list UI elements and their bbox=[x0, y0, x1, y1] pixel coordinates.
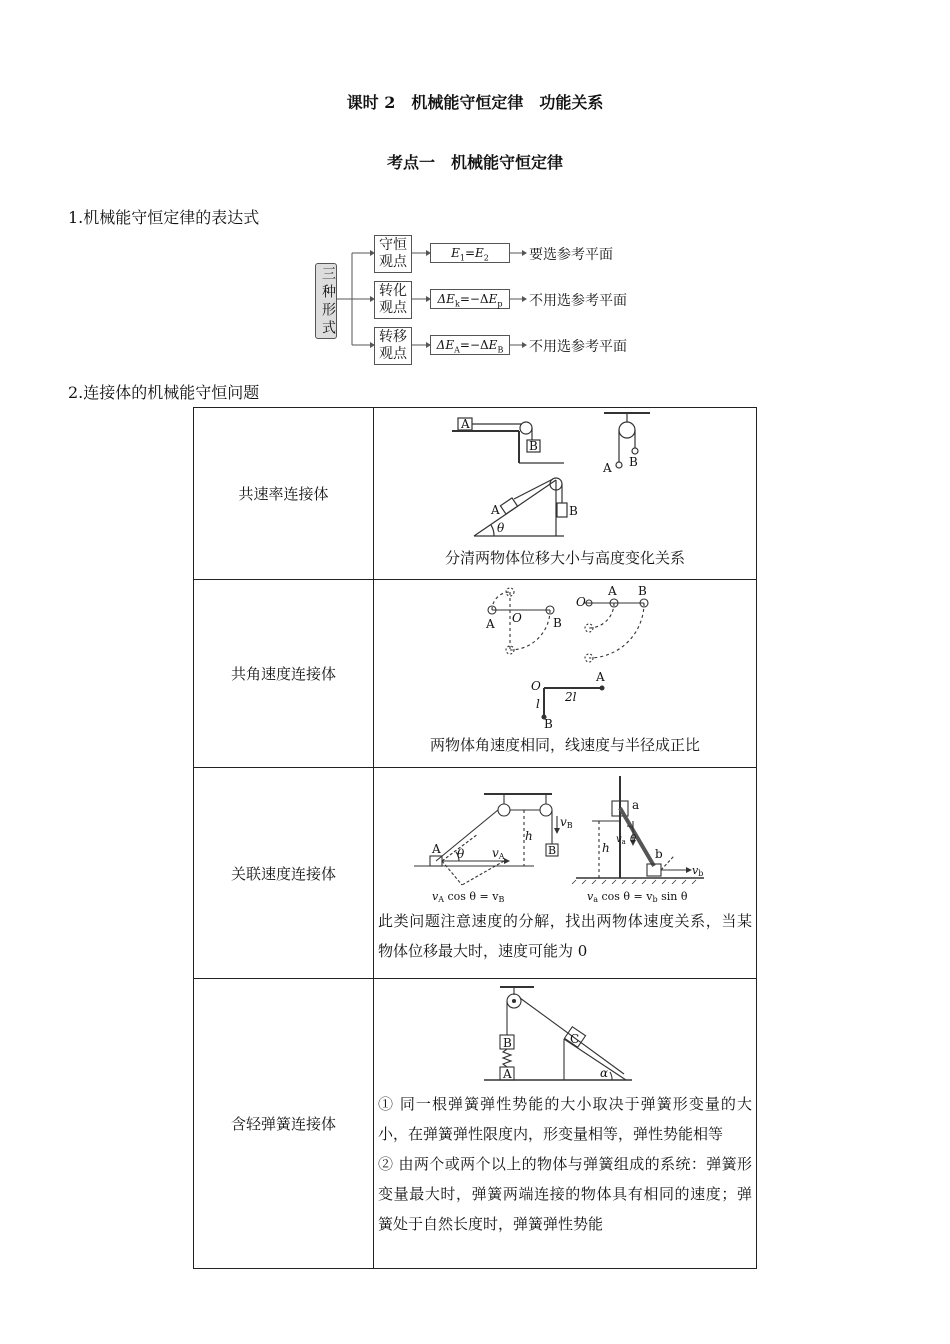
view-box-2: 转化观点 bbox=[374, 281, 412, 319]
label-alpha: α bbox=[600, 1066, 609, 1080]
row-text: ① 同一根弹簧弹性势能的大小取决于弹簧形变量的大小，在弹簧弹性限度内，形变量相等，弹性势能相等 bbox=[378, 1095, 752, 1143]
page-title: 课时 2 机械能守恒定律 功能关系 bbox=[346, 93, 604, 112]
label-b2: B bbox=[638, 584, 647, 598]
table-row bbox=[194, 979, 757, 1269]
label-b2: B bbox=[629, 455, 638, 469]
figure-linked-velocity bbox=[374, 768, 754, 906]
label-a: A bbox=[432, 842, 441, 856]
figure-same-angular bbox=[374, 580, 754, 730]
table-row bbox=[194, 768, 757, 979]
label-c: C bbox=[570, 1032, 580, 1046]
expression-diagram bbox=[300, 233, 660, 368]
label-o3: O bbox=[531, 679, 541, 693]
label-theta2: θ bbox=[630, 834, 637, 845]
label-vb: vB bbox=[560, 815, 573, 830]
note-1: 要选参考平面 bbox=[529, 247, 613, 263]
label-a: A bbox=[486, 617, 495, 631]
section1-heading: 1.机械能守恒定律的表达式 bbox=[68, 208, 260, 227]
label-theta: θ bbox=[497, 521, 505, 535]
label-b3: B bbox=[569, 504, 578, 518]
label-theta: θ bbox=[457, 847, 465, 861]
label-a: A bbox=[503, 1067, 512, 1081]
row-text-2: ② 由两个或两个以上的物体与弹簧组成的系统：弹簧形变量最大时，弹簧两端连接的物体具有相同的速度；弹簧处于自然长度时，弹簧弹性势能 bbox=[378, 1155, 752, 1233]
label-a2: a bbox=[632, 798, 640, 812]
row-label: 含轻弹簧连接体 bbox=[194, 979, 374, 1269]
row-content bbox=[374, 580, 757, 768]
table-row bbox=[194, 408, 757, 580]
connection-table bbox=[193, 407, 757, 1269]
equation-right: va cos θ = vb sin θ bbox=[587, 890, 688, 904]
figure-same-speed bbox=[374, 408, 754, 543]
equation-box-1: $E_1=E_2$ bbox=[430, 243, 510, 263]
row-content bbox=[374, 408, 757, 580]
label-b3: B bbox=[544, 717, 553, 730]
note-2: 不用选参考平面 bbox=[529, 293, 627, 309]
view-box-3: 转移观点 bbox=[374, 327, 412, 365]
label-2l: 2l bbox=[565, 690, 577, 704]
label-b2: b bbox=[655, 847, 663, 861]
equation-box-2: $\Delta E_k=-\Delta E_p$ bbox=[430, 289, 510, 309]
label-va: vA bbox=[492, 846, 505, 861]
section-title: 考点一 机械能守恒定律 bbox=[386, 153, 563, 172]
row-content bbox=[374, 979, 757, 1269]
table-row bbox=[194, 580, 757, 768]
label-b: B bbox=[529, 439, 538, 453]
label-a3: A bbox=[491, 503, 500, 517]
row-label: 共速率连接体 bbox=[194, 408, 374, 580]
label-a3: A bbox=[596, 670, 605, 684]
row-text: 分清两物体位移大小与高度变化关系 bbox=[444, 549, 685, 567]
label-a2: A bbox=[603, 461, 612, 475]
label-b: B bbox=[548, 844, 557, 857]
equation-box-3: $\Delta E_A=-\Delta E_B$ bbox=[430, 335, 510, 355]
note-3: 不用选参考平面 bbox=[529, 339, 627, 355]
label-a2: A bbox=[608, 584, 617, 598]
label-a: A bbox=[461, 417, 470, 431]
label-h: h bbox=[525, 829, 533, 843]
equation-left: vA cos θ = vB bbox=[432, 890, 505, 904]
row-label: 共角速度连接体 bbox=[194, 580, 374, 768]
label-b: B bbox=[553, 616, 562, 630]
label-h2: h bbox=[602, 841, 610, 855]
section2-heading: 2.连接体的机械能守恒问题 bbox=[68, 383, 260, 402]
view-box-1: 守恒观点 bbox=[374, 235, 412, 273]
label-o2: O bbox=[576, 595, 586, 609]
label-va2: $v_a$ bbox=[616, 834, 626, 846]
label-vb2: vb bbox=[692, 864, 704, 878]
row-text: 此类问题注意速度的分解，找出两物体速度关系，当某物体位移最大时，速度可能为 0 bbox=[378, 912, 752, 960]
row-content bbox=[374, 768, 757, 979]
figure-spring bbox=[374, 979, 754, 1089]
label-b: B bbox=[503, 1036, 512, 1050]
label-o: O bbox=[512, 611, 522, 625]
root-box: 三种形式 bbox=[315, 263, 337, 339]
label-l: l bbox=[536, 697, 540, 711]
row-label: 关联速度连接体 bbox=[194, 768, 374, 979]
row-text: 两物体角速度相同，线速度与半径成正比 bbox=[429, 736, 700, 754]
